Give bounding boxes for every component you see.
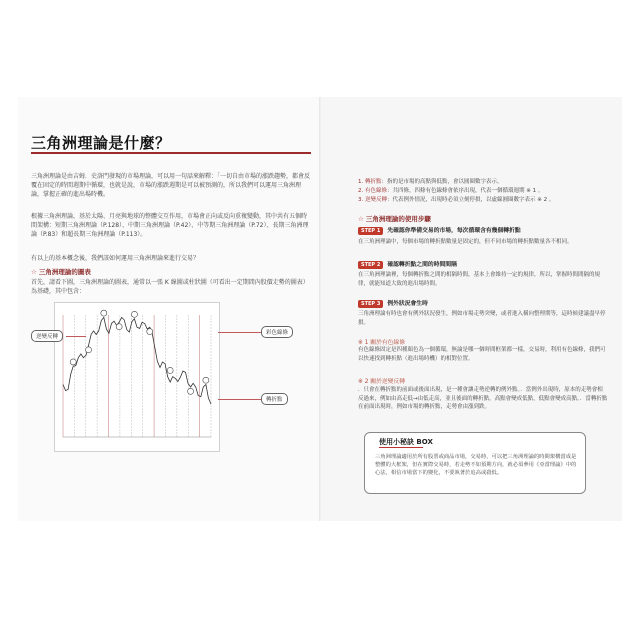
step-badge: STEP 2 xyxy=(358,261,383,269)
turning-point-marker xyxy=(167,367,173,373)
page-gutter xyxy=(319,97,321,521)
tip-divider xyxy=(379,447,423,448)
turning-point-marker xyxy=(86,347,92,353)
step-1-body: 在三角洲理論中，每個市場的轉折點數量是固定的，但不同市場的轉折點數量各不相同。 xyxy=(358,239,573,245)
note-color-lines: 2. 有色線條：共四條，四條有色線條會依序出現，代表一個循環週期 ※ 1 。 xyxy=(358,188,544,194)
color-line-leader-line xyxy=(218,332,261,333)
step-badge: STEP 3 xyxy=(358,300,383,308)
step-badge: STEP 1 xyxy=(358,227,383,235)
chart-section-body: 首先，請看下圖，三角洲理論的圖表，通常以一張 K 線圖或柱狀圖（可看出一定期間內股價走勢的圖表）為基礎，其中包含： xyxy=(31,279,309,295)
turning-point-marker xyxy=(101,310,107,316)
color-line-note-heading: ※ 1 關於有色線條 xyxy=(358,340,406,346)
color-line-callout: 彩色線條 xyxy=(261,326,293,338)
reverse-leader-line xyxy=(66,336,86,337)
turning-point-marker xyxy=(116,324,122,330)
intro-paragraph: 三角洲理論是由吉姆．史洛門發現的市場理論，可以用一句話來解釋：「一切自由市場的漲跌趨勢，都會反覆在固定的時間週期中循環，也就是說，市場的漲跌週期是可以被預測的，所以我們可以運用三角洲理論，掌握正確的進出場時機。 xyxy=(31,173,311,198)
reverse-callout: 逆變反轉 xyxy=(31,330,63,342)
timeframe-paragraph: 根據三角洲理論，基於太陽、月亮與地球的整體交互作用，市場會正向或反向重複變動，其中共有五個時間架構：短期三角洲理論（P.128）、中期三角洲理論（P.42）、中等期三角洲理論（P.72）、長期三角洲理論（P.83）和超長期三角洲理論（P.113）。 xyxy=(31,213,309,238)
chart-section-heading: ☆ 三角洲理論的圖表 xyxy=(31,268,91,276)
page-title: 三角洲理論是什麼？ xyxy=(31,134,171,152)
step-3-heading: STEP 3 例外狀況會生時 xyxy=(358,298,428,308)
star-icon: ☆ xyxy=(358,215,364,223)
turning-point-marker xyxy=(188,388,194,394)
note-turning-point: 1. 轉折點：指的是市場的高點與低點，會以圓圈數字表示。 xyxy=(358,179,503,185)
tip-body: 三角洲理論適用於所有股票或商品市場，交易時，可以把三角洲理論的時間架構當成是整體的大框架，但在實際交易時，若走勢不如預期方向，就必須參用《亞當理論》中的心法，相信市場當下的變化，不要執著於追高或殺低。 xyxy=(375,454,577,476)
turning-point-marker xyxy=(70,359,76,365)
tip-title: 使用小秘訣 BOX xyxy=(379,438,433,446)
note-reverse: 3. 逆變反轉：代表例外情況，出現時必須立刻停損，以虛線圓圈數字表示 ※ 2 。 xyxy=(358,197,555,203)
step-1-heading: STEP 1 先確認你準備交易的市場，每次循環含有幾個轉折點 xyxy=(358,225,521,235)
turning-point-leader-line xyxy=(218,399,261,400)
turning-point-marker xyxy=(203,377,209,383)
turning-point-marker xyxy=(131,311,137,317)
title-divider xyxy=(31,152,311,154)
reverse-note-heading: ※ 2 關於逆變反轉 xyxy=(358,379,406,385)
turning-point-marker xyxy=(147,329,153,335)
star-icon: ☆ xyxy=(31,268,37,276)
color-line-note-body: 有色線條固定是四種顏色為一個循環，無論是哪一個時間框架都一樣，交易時，利用有色線條，我們可以快速找到轉折點（進出場時機）的相對位置。 xyxy=(358,347,606,362)
question-paragraph: 有以上的基本概念後，我們該如何運用三角洲理論來進行交易？ xyxy=(31,255,200,262)
step-3-body: 三角洲理論有時也會有例外狀況發生，例如市場走勢突變，或者進入橫向整理期等，這時候建議盡早停損。 xyxy=(358,311,606,326)
delta-chart xyxy=(54,302,220,452)
step-2-body: 在三角洲理論裡，每個轉折點之間的相隔時間，基本上會維持一定的規律，所以，掌握時間間隔的規律，就能知道大致的進出場時間。 xyxy=(358,272,601,287)
delta-chart-svg xyxy=(55,303,219,451)
reverse-note-body: ．只會在轉折點的前面或後面出現，是一種會讓走勢逆轉的例外點。．當例外出現時，原本的走勢會相反過來，例如由高走低→由低走高，並且後面的轉折點，高點會變成低點，低點會變成高點。．當轉折點在前面出現時，例如市場的轉折點，走勢會由漲到跌。 xyxy=(358,387,608,410)
tip-box xyxy=(364,432,586,494)
step-2-heading: STEP 2 確認轉折點之間的時間間隔 xyxy=(358,259,457,269)
steps-section-heading: ☆ 三角洲理論的使用步驟 xyxy=(358,215,431,223)
turning-point-callout: 轉折點 xyxy=(261,393,288,405)
